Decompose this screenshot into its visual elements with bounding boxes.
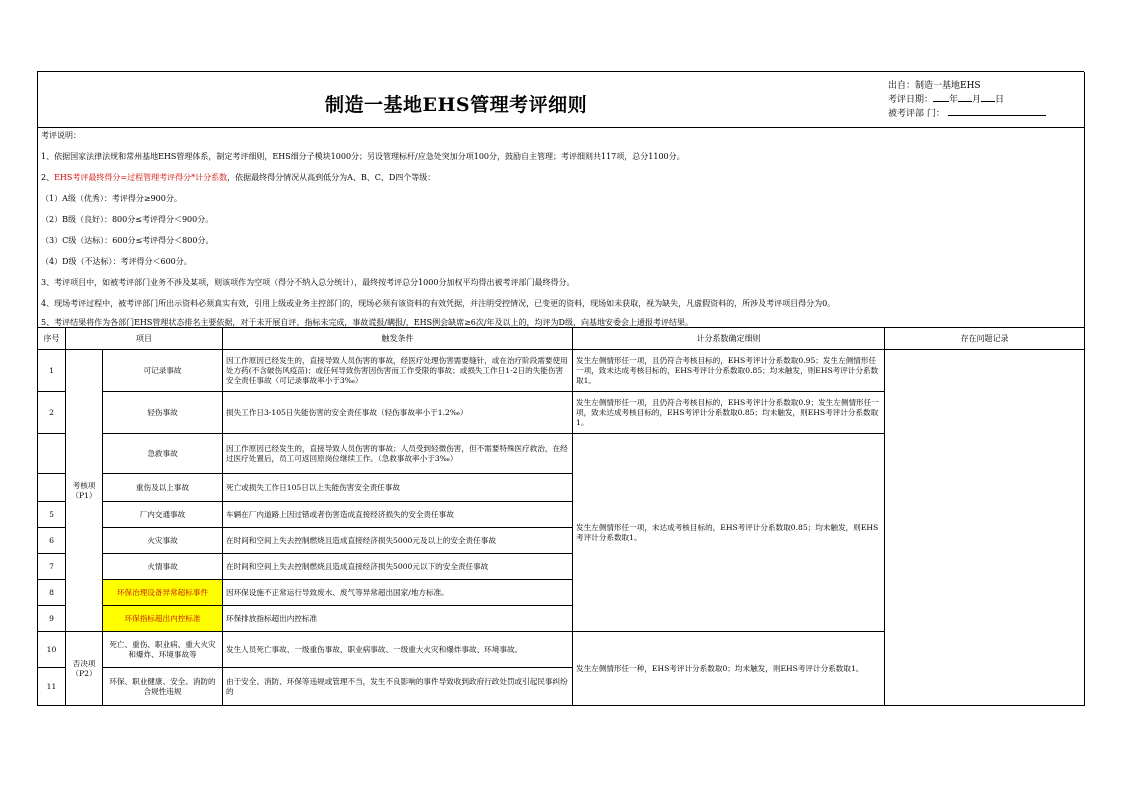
note-2-rest: ，依据最终得分情况从高到低分为A、B、C、D四个等级： — [227, 173, 436, 182]
col-header-rule: 计分系数确定细则 — [573, 328, 885, 350]
col-header-item: 项目 — [66, 328, 223, 350]
note-5: 5、考评结果将作为各部门EHS管理状态排名主要依据，对于未开展自评、指标未完成，事故谎报/瞒报/，EHS例会缺席≥6次/年及以上的，均评为D级，向基地安委会上通报考评结果。 — [41, 318, 693, 327]
row-item: 厂内交通事故 — [103, 502, 223, 528]
row-no: 6 — [38, 528, 66, 554]
note-2-prefix: 2、 — [41, 173, 55, 182]
col-header-no: 序号 — [38, 328, 66, 350]
row-condition: 发生人员死亡事故、一级重伤事故、职业病事故、一级重大火灾和爆炸事故、环境事故。 — [223, 632, 573, 668]
row-item: 火灾事故 — [103, 528, 223, 554]
notes-heading: 考评说明： — [41, 131, 81, 140]
note-1: 1、依据国家法律法规和常州基地EHS管理体系，制定考评细则，EHS细分子模块1000分；另设管理标杆/应急处突加分项100分，鼓励自主管理；考评细则共117项，总分1100分。 — [41, 152, 685, 161]
note-3: 3、考评项目中，如被考评部门业务不涉及某项，则该项作为空项（得分不纳入总分统计），最终按考评总分1000分加权平均得出被考评部门最终得分。 — [41, 278, 575, 287]
evaluation-notes — [37, 127, 1085, 327]
table-header-row — [38, 328, 1085, 350]
row-condition: 由于安全、消防、环保等违规或管理不当，发生不良影响的事件导致收到政府行政处罚或引起民事纠纷的 — [223, 668, 573, 706]
row-condition: 因工作原因已经发生的，直接导致人员伤害的事故，经医疗处理伤害需要缝针，或在治疗阶段需要使用处方药(不含破伤风疫苗)；或任何导致伤害因伤害而工作受限的事故；或损失工作日1-2日的失能伤害安全责任事故（可记录事故率小于3‰） — [223, 350, 573, 392]
date-label: 考评日期： — [888, 95, 934, 105]
row-no: 5 — [38, 502, 66, 528]
month-blank[interactable] — [958, 101, 972, 102]
row-no — [38, 474, 66, 502]
dept-blank[interactable] — [948, 115, 1046, 116]
rule-cell: 发生左侧情形任一种，EHS考评计分系数取0；均未触发，则EHS考评计分系数取1。 — [573, 632, 885, 706]
row-no: 10 — [38, 632, 66, 668]
row-item: 死亡、重伤、职业病、重大火灾和爆炸、环境事故等 — [103, 632, 223, 668]
page-title: 制造一基地EHS管理考评细则 — [325, 94, 588, 116]
row-item: 可记录事故 — [103, 350, 223, 392]
col-header-record: 存在问题记录 — [885, 328, 1085, 350]
group-p2: 否决项（P2） — [66, 632, 103, 706]
row-condition: 因环保设施不正常运行导致废水、废气等异常超出国家/地方标准。 — [223, 580, 573, 606]
evaluation-table — [37, 327, 1085, 706]
row-no: 9 — [38, 606, 66, 632]
row-no: 2 — [38, 392, 66, 434]
day-blank[interactable] — [981, 101, 995, 102]
row-item: 急救事故 — [103, 434, 223, 474]
row-no: 1 — [38, 350, 66, 392]
row-condition: 因工作原因已经发生的，直接导致人员伤害的事故；人员受到轻微伤害，但不需要特殊医疗救治，在经过医疗处置后，员工可返回原岗位继续工作。（急救事故率小于3‰） — [223, 434, 573, 474]
origin-value: 制造一基地EHS — [915, 81, 981, 91]
row-item: 轻伤事故 — [103, 392, 223, 434]
rule-cell: 发生左侧情形任一项，且仍符合考核目标的，EHS考评计分系数取0.95；发生左侧情形任一项，致未达成考核目标的，EHS考评计分系数取0.85；均未触发，则EHS考评计分系数取1。 — [573, 350, 885, 392]
group-p1: 考核项（P1） — [66, 350, 103, 632]
row-no — [38, 434, 66, 474]
note-4: 4、现场考评过程中，被考评部门所出示资料必须真实有效，引用上级或业务主控部门的，现场必须有该资料的有效凭据，并注明受控情况，已变更的资料，现场如未获取，视为缺失，凡虚假资料的，所涉及考评项目得分为0。 — [41, 299, 836, 308]
document-header — [37, 72, 1085, 128]
row-item: 火情事故 — [103, 554, 223, 580]
col-header-condition: 触发条件 — [223, 328, 573, 350]
row-condition: 在时间和空间上失去控制燃烧且造成直接经济损失5000元及以上的安全责任事故 — [223, 528, 573, 554]
year-label: 年 — [949, 95, 959, 105]
grade-d: （4）D级（不达标）：考评得分＜600分。 — [41, 257, 192, 266]
grade-b: （2）B级（良好）：800分≤考评得分＜900分。 — [41, 215, 214, 224]
origin-label: 出自： — [888, 81, 916, 91]
row-condition: 损失工作日3-105日失能伤害的安全责任事故（轻伤事故率小于1.2‰） — [223, 392, 573, 434]
note-2-formula: EHS考评最终得分=过程管理考评得分*计分系数 — [54, 173, 228, 182]
rule-cell: 发生左侧情形任一项，且仍符合考核目标的，EHS考评计分系数取0.9；发生左侧情形任一项，致未达成考核目标的，EHS考评计分系数取0.85；均未触发，则EHS考评计分系数取1。 — [573, 392, 885, 434]
note-2 — [41, 172, 435, 183]
year-blank[interactable] — [933, 101, 949, 102]
month-label: 月 — [972, 95, 982, 105]
row-condition: 在时间和空间上失去控制燃烧且造成直接经济损失5000元以下的安全责任事故 — [223, 554, 573, 580]
row-condition: 环保排放指标超出内控标准 — [223, 606, 573, 632]
grade-a: （1）A级（优秀）：考评得分≥900分。 — [41, 194, 182, 203]
row-no: 7 — [38, 554, 66, 580]
row-no: 8 — [38, 580, 66, 606]
row-item-highlighted: 环保指标超出内控标准 — [103, 606, 223, 632]
row-item-highlighted: 环保治理设备异常超标事件 — [103, 580, 223, 606]
row-no: 11 — [38, 668, 66, 706]
dept-label: 被考评部 门： — [888, 109, 945, 119]
day-label: 日 — [995, 95, 1005, 105]
row-condition: 死亡或损失工作日105日以上失能伤害安全责任事故 — [223, 474, 573, 502]
header-meta — [888, 79, 1046, 121]
row-condition: 车辆在厂内道路上因过错或者伤害造成直接经济损失的安全责任事故 — [223, 502, 573, 528]
row-item: 重伤及以上事故 — [103, 474, 223, 502]
issue-record-cell[interactable] — [885, 350, 1085, 706]
grade-c: （3）C级（达标）：600分≤考评得分＜800分。 — [41, 236, 214, 245]
table-row — [38, 350, 1085, 392]
rule-cell: 发生左侧情形任一项，未达成考核目标的，EHS考评计分系数取0.85；均未触发，则EHS考评计分系数取1。 — [573, 434, 885, 632]
row-item: 环保、职业健康、安全、消防的合规性违规 — [103, 668, 223, 706]
